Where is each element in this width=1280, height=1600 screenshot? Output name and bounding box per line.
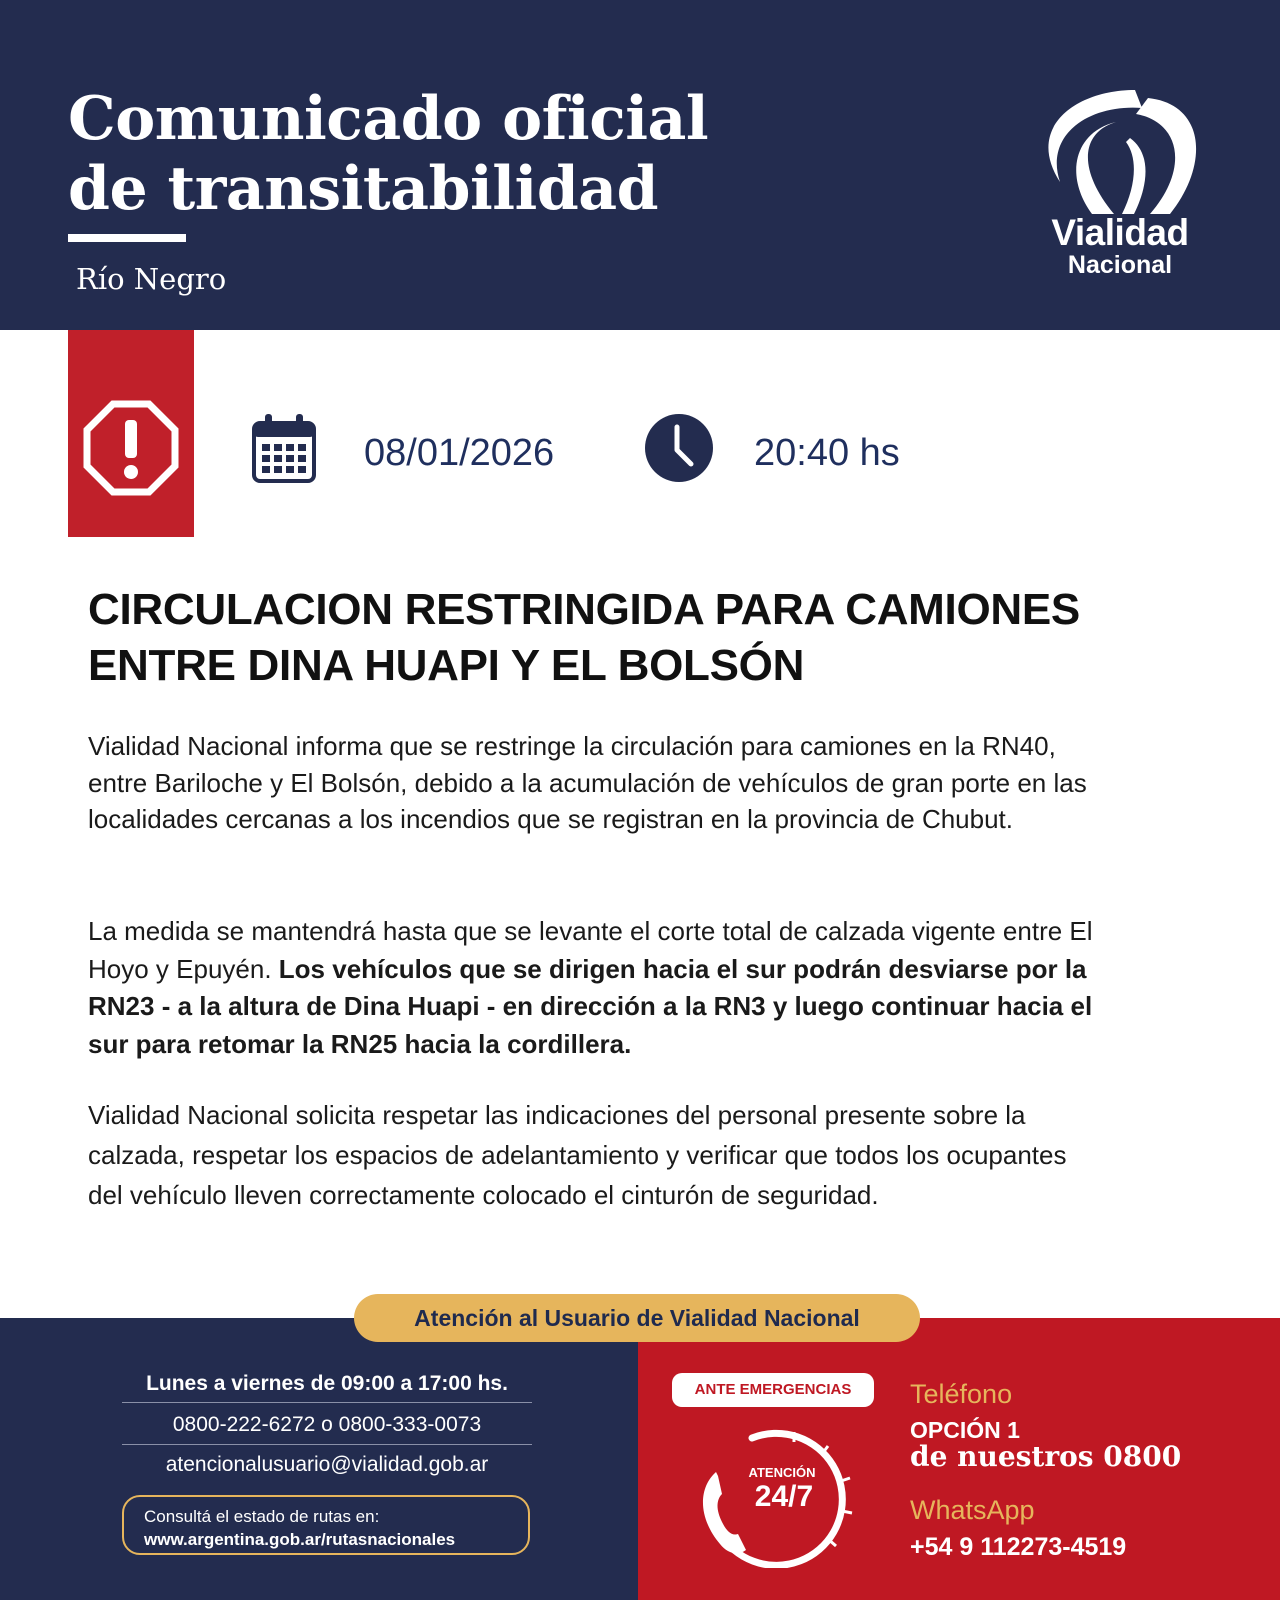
divider [122, 1402, 532, 1403]
publication-date: 08/01/2026 [364, 432, 555, 474]
body-paragraph-1: Vialidad Nacional informa que se restringe la circulación para camiones en la RN40, entre Bariloche y El Bolsón, debido a la acumulación de vehículos de gran porte en las localidades cercanas a los incendios que se registran en la provincia de Chubut. [88, 731, 1087, 835]
clock-icon [644, 413, 714, 483]
paragraph-2-text: La medida se mantendrá hasta que se levante el corte total de calzada vigente entre El Hoyo y Epuyén. [88, 916, 1093, 984]
emergency-badge: ANTE EMERGENCIAS [672, 1373, 874, 1407]
attention-24-7-text: 24/7 [754, 1480, 814, 1513]
route-status-box [122, 1495, 530, 1555]
attention-text: ATENCIÓN [748, 1465, 816, 1480]
region-label: Río Negro [76, 262, 227, 296]
vialidad-logo [1030, 86, 1210, 286]
logo-text-vialidad: Vialidad [1051, 212, 1189, 253]
office-hours: Lunes a viernes de 09:00 a 17:00 hs. [146, 1372, 508, 1395]
route-status-link[interactable]: www.argentina.gob.ar/rutasnacionales [144, 1530, 456, 1549]
logo-text-nacional: Nacional [1067, 251, 1173, 279]
alert-tab [68, 330, 194, 537]
phone-option: OPCIÓN 1 [910, 1417, 1020, 1443]
title-underline [68, 234, 186, 242]
header-banner [0, 0, 1280, 330]
alert-octagon-icon [83, 400, 179, 496]
publication-time: 20:40 hs [754, 432, 900, 474]
headline [88, 582, 1208, 694]
whatsapp-label: WhatsApp [910, 1495, 1035, 1525]
whatsapp-number[interactable]: +54 9 112273-4519 [910, 1533, 1127, 1561]
phone-option-detail: de nuestros 0800 [910, 1440, 1182, 1473]
phone-label: Teléfono [910, 1379, 1013, 1409]
page-title [68, 84, 708, 224]
route-status-text: Consultá el estado de rutas en: [144, 1507, 380, 1526]
contact-email[interactable]: atencionalusuario@vialidad.gob.ar [165, 1453, 489, 1476]
headline-line-2: ENTRE DINA HUAPI Y EL BOLSÓN [88, 641, 805, 690]
calendar-icon [252, 414, 316, 484]
paragraph-2-bold-text: Los vehículos que se dirigen hacia el sur podrán desviarse por la RN23 - a la altura de Dina Huapi - en dirección a la RN3 y luego continuar hacia el sur para retomar la RN25 hacia la cordillera. [88, 953, 1093, 1059]
divider [122, 1444, 532, 1445]
phone-numbers[interactable]: 0800-222-6272 o 0800-333-0073 [172, 1413, 482, 1436]
headline-line-1: CIRCULACION RESTRINGIDA PARA CAMIONES [88, 585, 1080, 634]
road-curves-icon [1030, 86, 1210, 216]
body-paragraph-3: Vialidad Nacional solicita respetar las indicaciones del personal presente sobre la calzada, respetar los espacios de adelantamiento y verificar que todos los ocupantes del vehículo lleven correctamente colocado el cinturón de seguridad. [88, 1100, 1067, 1210]
title-line-1: Comunicado oficial [68, 84, 709, 154]
title-line-2: de transitabilidad [68, 154, 659, 224]
attention-title-pill: Atención al Usuario de Vialidad Nacional [354, 1294, 920, 1342]
body-paragraph-2 [88, 913, 1108, 1063]
